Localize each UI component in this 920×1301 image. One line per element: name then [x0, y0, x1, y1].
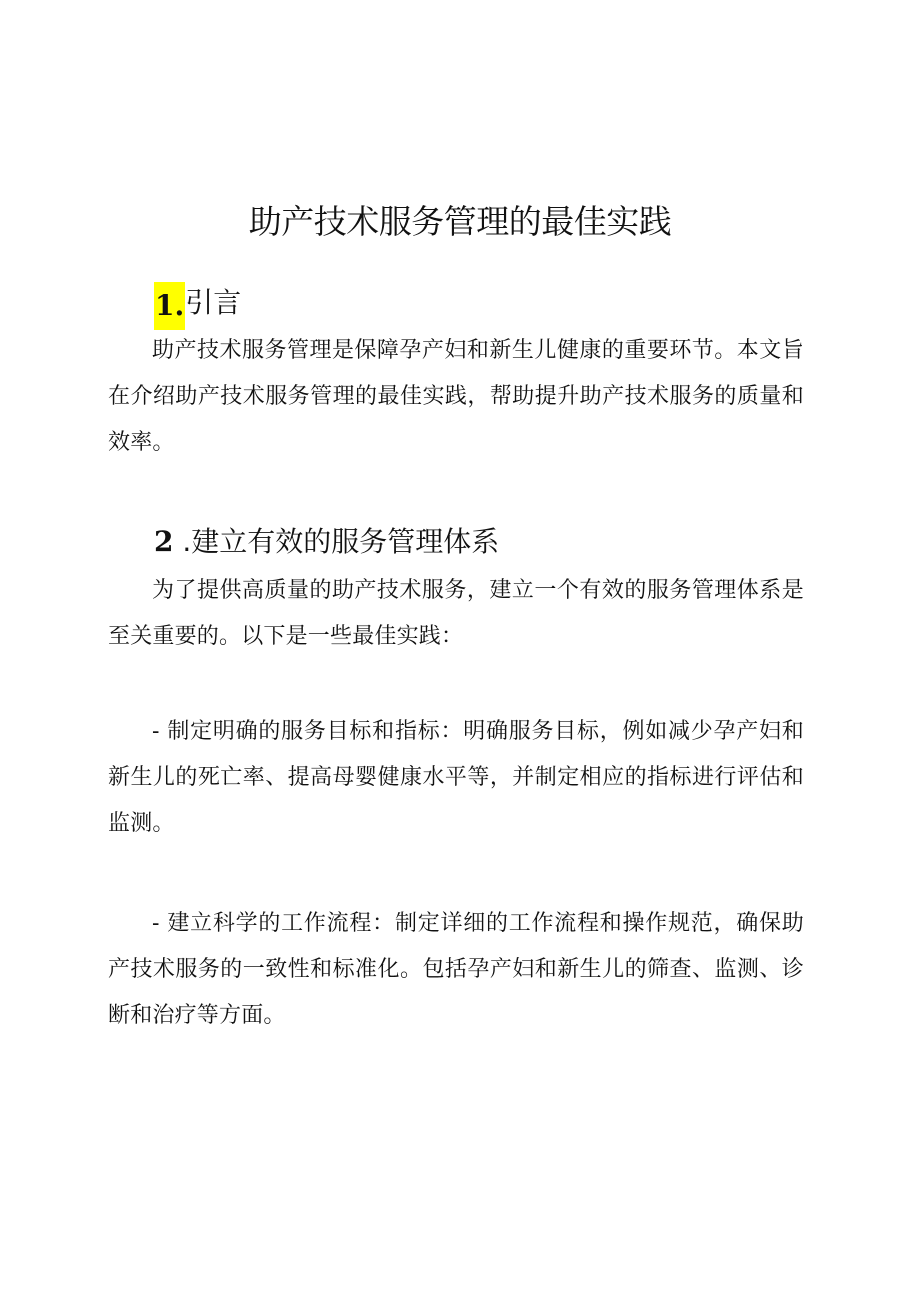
section-1-paragraph: 助产技术服务管理是保障孕产妇和新生儿健康的重要环节。本文旨在介绍助产技术服务管理的最佳实践，帮助提升助产技术服务的质量和效率。 [108, 338, 804, 455]
section-2-number: 2 [154, 525, 174, 558]
section-2-bullet-workflow: - 建立科学的工作流程：制定详细的工作流程和操作规范，确保助产技术服务的一致性和标准化。包括孕产妇和新生儿的筛查、监测、诊断和治疗等方面。 [108, 911, 804, 1028]
section-1-title: 引言 [185, 286, 242, 319]
section-2-bullet-goals: - 制定明确的服务目标和指标：明确服务目标，例如减少孕产妇和新生儿的死亡率、提高母婴健康水平等，并制定相应的指标进行评估和监测。 [108, 719, 804, 836]
section-1-number-highlighted: 1. [154, 282, 185, 330]
section-1-heading [154, 282, 241, 330]
document-title: 助产技术服务管理的最佳实践 [248, 202, 672, 242]
section-2-title: .建立有效的服务管理体系 [182, 525, 500, 558]
section-2-heading [154, 521, 499, 563]
section-2-intro-paragraph: 为了提供高质量的助产技术服务，建立一个有效的服务管理体系是至关重要的。以下是一些最佳实践： [108, 578, 804, 649]
